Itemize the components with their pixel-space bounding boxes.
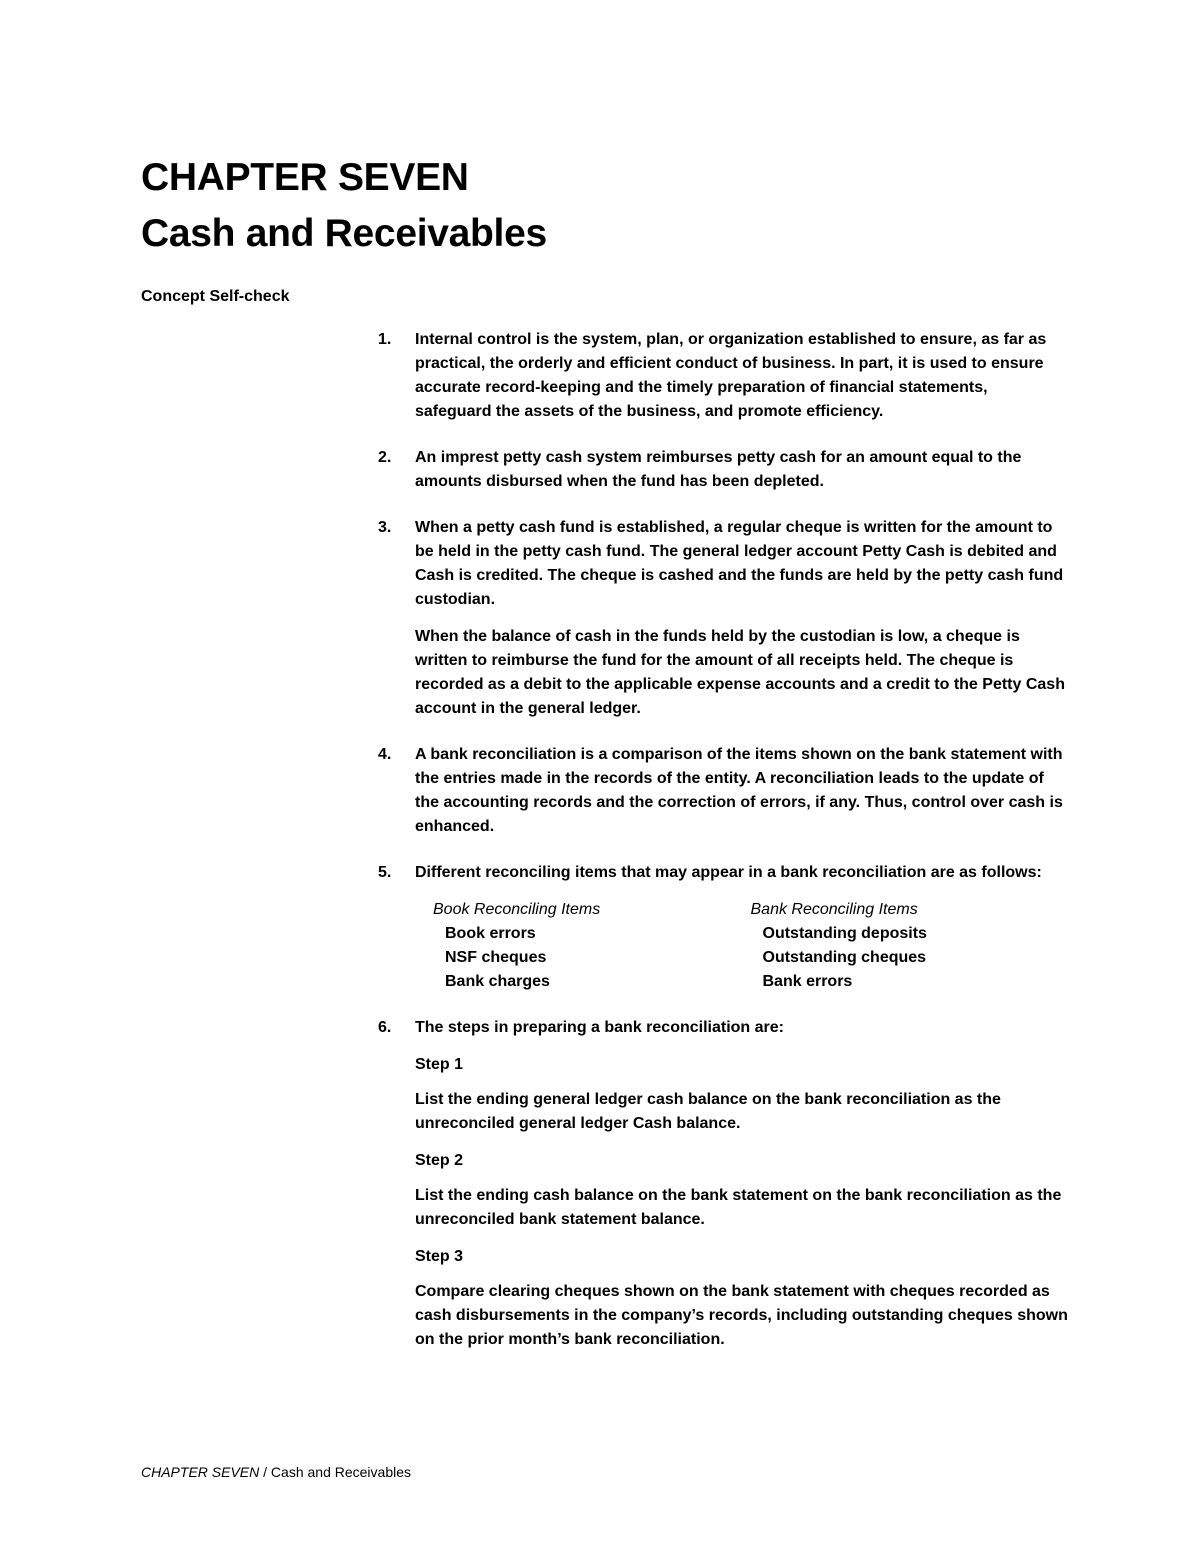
item-number: 6.	[378, 1019, 392, 1036]
list-item	[378, 516, 1068, 721]
section-title: Concept Self-check	[141, 288, 290, 305]
item-number: 4.	[378, 746, 392, 763]
reconciling-items-table	[433, 898, 1068, 994]
item-paragraph: An imprest petty cash system reimburses petty cash for an amount equal to the amounts disbursed when the fund has been depleted.	[415, 449, 1022, 490]
bank-reconciling-entry: Bank errors	[762, 973, 853, 990]
list-item	[378, 328, 1068, 424]
step-text: Compare clearing cheques shown on the bank statement with cheques recorded as cash disbursements in the company’s records, including outstanding cheques shown on the prior month’s bank reconciliation.	[415, 1283, 1068, 1348]
item-number: 5.	[378, 864, 392, 881]
footer-chapter: CHAPTER SEVEN	[141, 1464, 260, 1480]
item-paragraph: The steps in preparing a bank reconciliation are:	[415, 1019, 784, 1036]
book-reconciling-entry: NSF cheques	[445, 949, 547, 966]
footer-separator: /	[259, 1464, 271, 1480]
book-reconciling-column	[433, 898, 751, 994]
list-item	[378, 1016, 1068, 1352]
self-check-list	[378, 328, 1068, 1374]
step-label: Step 1	[415, 1056, 464, 1073]
item-number: 3.	[378, 519, 392, 536]
item-paragraph: A bank reconciliation is a comparison of the items shown on the bank statement with the entries made in the records of the entity. A reconciliation leads to the update of the accounting records and the correction of errors, if any. Thus, control over cash is enhanced.	[415, 746, 1063, 835]
item-paragraph: When a petty cash fund is established, a regular cheque is written for the amount to be held in the petty cash fund. The general ledger account Petty Cash is debited and Cash is credited. The cheque is cashed and the funds are held by the petty cash fund custodian.	[415, 519, 1064, 608]
book-reconciling-heading: Book Reconciling Items	[433, 901, 601, 918]
step-text: List the ending general ledger cash balance on the bank reconciliation as the unreconciled general ledger Cash balance.	[415, 1091, 1001, 1132]
item-number: 1.	[378, 331, 392, 348]
page-footer	[141, 1462, 411, 1482]
footer-title: Cash and Receivables	[270, 1464, 412, 1480]
step-label: Step 2	[415, 1152, 464, 1169]
chapter-heading: CHAPTER SEVEN	[141, 156, 469, 199]
bank-reconciling-entry: Outstanding cheques	[762, 949, 927, 966]
list-item	[378, 861, 1068, 994]
item-paragraph: When the balance of cash in the funds held by the custodian is low, a cheque is written to reimburse the fund for the amount of all receipts held. The cheque is recorded as a debit to the applicable expense accounts and a credit to the Petty Cash account in the general ledger.	[415, 628, 1065, 717]
chapter-title: Cash and Receivables	[141, 212, 547, 255]
item-paragraph: Internal control is the system, plan, or organization established to ensure, as far as practical, the orderly and efficient conduct of business. In part, it is used to ensure accurate record-keeping and the timely preparation of financial statements, safeguard the assets of the business, and promote efficiency.	[415, 331, 1047, 420]
list-item	[378, 446, 1068, 494]
book-reconciling-entry: Book errors	[445, 925, 536, 942]
step-text: List the ending cash balance on the bank statement on the bank reconciliation as the unreconciled bank statement balance.	[415, 1187, 1062, 1228]
bank-reconciling-heading: Bank Reconciling Items	[750, 901, 918, 918]
list-item	[378, 743, 1068, 839]
book-reconciling-entry: Bank charges	[445, 973, 550, 990]
item-number: 2.	[378, 449, 392, 466]
bank-reconciling-entry: Outstanding deposits	[762, 925, 927, 942]
step-label: Step 3	[415, 1248, 464, 1265]
item-paragraph: Different reconciling items that may appear in a bank reconciliation are as follows:	[415, 864, 1042, 881]
bank-reconciling-column	[751, 898, 1069, 994]
page-title	[141, 150, 547, 262]
